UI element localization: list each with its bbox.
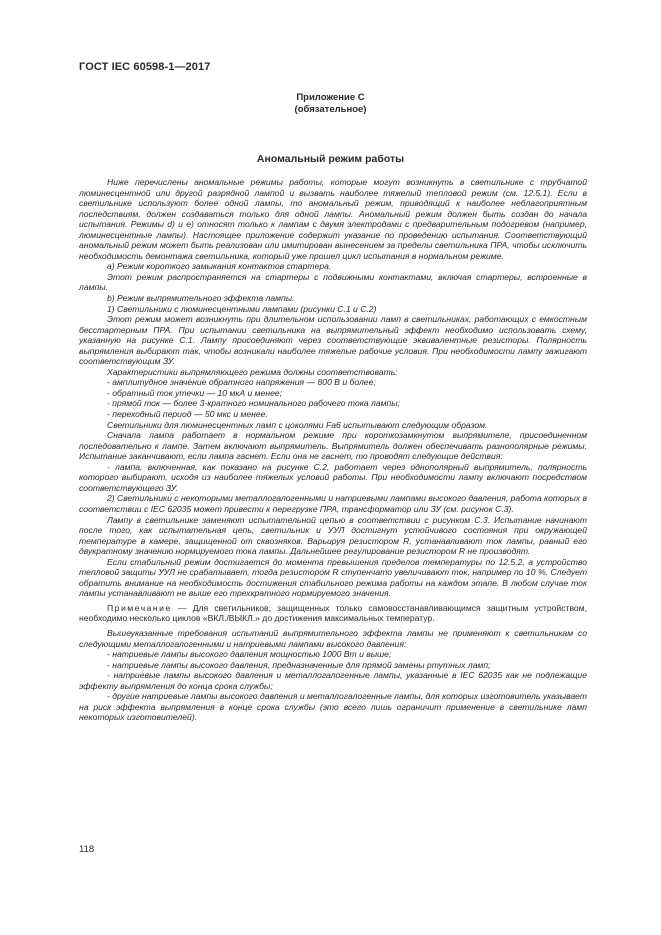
list-item: - переходный период — 50 мкс и менее. [107, 409, 268, 420]
note-text: — Для светильников, защищенных только самовосстанавливающимся защитным устройством, необходимо несколько циклов «ВКЛ./ВЫКЛ.» до достижения максимальных температур. [79, 602, 587, 624]
mode-a-text: Этот режим распространяется на стартеры с подвижными контактами, включая стартеры, встроенные в лампы. [79, 271, 587, 293]
note-label: Примечание [107, 602, 172, 613]
page-number: 118 [79, 844, 95, 855]
mode-b1-heading: 1) Светильники с люминесцентными лампами (рисунки С.1 и С.2) [107, 303, 377, 314]
list-item: - обратный ток утечки — 10 мкА и менее; [107, 387, 283, 398]
mode-b1-text: Этот режим может возникнуть при длительном использовании ламп в светильниках, работающих с емкостным бесстартерным ПРА. При испытании светильника на выпрямительный эффект необходимо использовать схему, указанную на рисунке С.1. Лампу присоединяют через соответствующие эквивалентные резисторы. Полярность выпрямления выбирают так, чтобы возникали наиболее тяжелые рабочие условия. При необходимости лампу зажигают соответствующим ЗУ. [79, 314, 587, 367]
mode-b-heading: b) Режим выпрямительного эффекта лампы. [107, 293, 295, 304]
body-text [79, 177, 587, 723]
section-title: Аномальный режим работы [256, 153, 405, 165]
note-paragraph [79, 603, 587, 624]
fa6-paragraph: Светильники для люминесцентных ламп с цоколями Fa6 испытывают следующим образом. [107, 419, 488, 430]
test-circuit-paragraph: Лампу в светильнике заменяют испытательной цепью в соответствии с рисунком С.3. Испытание начинают после того, как испытательная цепь, светильник и УУЛ достигнут устойчивого состояния при окружающей температуре в камере, защищенной от сквозняков. Варьируя резистором R, устанавливают ток лампы, равный его двукратному значению нормируемого тока лампы. Дальнейшее регулирование резистором R не производят. [79, 514, 587, 557]
mode-a-heading: а) Режим короткого замыкания контактов стартера. [107, 261, 332, 272]
appendix-status: (обязательное) [294, 104, 367, 115]
list-item: - другие натриевые лампы высокого давления и металлогалогенные лампы, для которых изготовитель указывает на риск эффекта выпрямления в конце срока службы (это всего лишь ограничит применение в светильнике ламп некоторых изготовителей). [79, 691, 587, 723]
list-item: - натриевые лампы высокого давления мощностью 1000 Вт и выше; [107, 649, 392, 660]
list-item: - лампа, включенная, как показано на рисунке С.2, работает через однополярный выпрямитель, полярность которого выбирают, исходя из наиболее тяжелых условий работы. При необходимости лампу включают посредством соответствующего ЗУ. [79, 461, 587, 493]
appendix-name: Приложение С [296, 92, 365, 103]
exemptions-intro: Вышеуказанные требования испытаний выпрямительного эффекта лампы не применяют к светильникам со следующими металлогалогенными и натриевыми лампами высокого давления: [79, 627, 587, 649]
intro-paragraph: Ниже перечислены аномальные режимы работы, которые могут возникнуть в светильнике с трубчатой люминесцентной или другой разрядной лампой и вызвать наиболее тяжелый тепловой режим (см. 12.5.1). Если в светильнике используют более одной лампы, то аномальный режим, приводящий к наиболее неблагоприятным последствиям, должен создаваться только для одной лампы. Аномальный режим должен быть создан до начала испытания. Режимы d) и е) относят только к лампам с двумя электродами с предварительным подогревом (например, люминесцентные лампы). Настоящее приложение содержит указание по проведению испытания. Соответствующий аномальный режим может быть реализован или имитирован вынесением за пределы светильника ПРА, чтобы исключить необходимость демонтажа светильника, который уже прошел цикл испытания в нормальном режиме. [79, 177, 587, 261]
list-item: - амплитудное значение обратного напряжения — 800 В и более; [107, 377, 376, 388]
mode-b2-heading: 2) Светильники с некоторыми металлогалогенными и натриевыми лампами высокого давления, работа которых в соответствии с IEC 62035 может привести к перегрузке ПРА, трансформатор или ЗУ (см. рисунок С.3). [79, 493, 587, 514]
list-item: - натриевые лампы высокого давления и металлогалогенные лампы, указанные в IEC 62035 как не подлежащие эффекту выпрямления до конца срока службы; [79, 670, 587, 691]
standard-header: ГОСТ IEC 60598-1—2017 [79, 61, 211, 73]
list-item: - натриевые лампы высокого давления, предназначенные для прямой замены ртутных ламп; [107, 659, 491, 670]
characteristics-intro: Характеристики выпрямляющего режима должны соответствовать: [107, 366, 398, 377]
procedure-paragraph: Сначала лампа работает в нормальном режиме при короткозамкнутом выпрямителе, присоединенном последовательно к лампе. Затем включают выпрямитель. Выпрямитель должен обеспечивать разнополярные режимы. Испытание заканчивают, если лампа гаснет. Если она не гаснет, то проводят следующие действия: [79, 430, 587, 462]
stable-mode-paragraph: Если стабильный режим достигается до момента превышения пределов температуры по 12.5.2, а устройство тепловой защиты УУЛ не срабатывает, тогда резистором R ступенчато увеличивают ток, например по 10 %. Следует обратить внимание на необходимость достижения стабильного режима работы на каждом этапе. В любом случае ток лампы устанавливают не выше его трехкратного нормируемого значения. [79, 556, 587, 599]
list-item: - прямой ток — более 3-кратного номинального рабочего тока лампы; [107, 398, 400, 409]
